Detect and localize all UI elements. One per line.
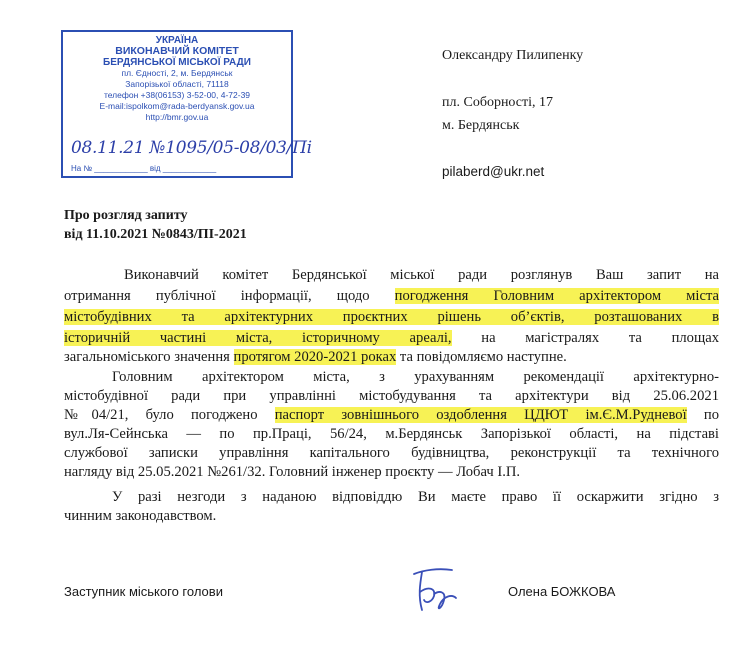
body-line: вул.Ля-Сейнська — по пр.Праці, 56/24, м.Бердянськ Запорізької області, на підставі bbox=[64, 426, 719, 442]
body-line bbox=[64, 287, 719, 306]
addressee-street: пл. Соборності, 17 bbox=[442, 95, 554, 110]
registration-stamp bbox=[61, 30, 312, 178]
body-text: та повідомляємо наступне. bbox=[396, 349, 567, 365]
stamp-country: УКРАЇНА bbox=[155, 35, 199, 46]
handwritten-signature bbox=[400, 560, 470, 620]
addressee-name: Олександру Пилипенку bbox=[442, 48, 584, 63]
body-text: загальноміського значення bbox=[64, 349, 234, 365]
body-line: У разі незгоди з наданою відповіддю Ви маєте право її оскаржити згідно з bbox=[112, 489, 719, 505]
body-line bbox=[64, 348, 719, 367]
body-line bbox=[64, 329, 719, 348]
stamp-email: E-mail:ispolkom@rada-berdyansk.gov.ua bbox=[99, 101, 255, 111]
body-line: службової записки управління капітального будівництва, реконструкції та технічного bbox=[64, 445, 719, 461]
stamp-registration-number: 08.11.21 №1095/05-08/03/Пі bbox=[71, 138, 312, 158]
signatory-position: Заступник міського голови bbox=[64, 584, 223, 599]
subject-reference: від 11.10.2021 №0843/ПІ-2021 bbox=[64, 227, 247, 242]
body-line: містобудівної ради при управлінні містобудування та архітектури від 25.06.2021 bbox=[64, 388, 719, 404]
body-line: чинним законодавством. bbox=[64, 508, 217, 524]
highlighted-text: паспорт зовнішнього оздоблення ЦДЮТ ім.Є.М.Рудневої bbox=[274, 407, 687, 423]
highlighted-text: протягом 2020-2021 роках bbox=[233, 349, 397, 365]
body-line: Головним архітектором міста, з урахуванням рекомендації архітектурно- bbox=[112, 369, 719, 385]
body-line: нагляду від 25.05.2021 №261/32. Головний інженер проєкту — Лобач І.П. bbox=[64, 464, 521, 480]
body-text: №04/21, було погоджено bbox=[64, 407, 275, 423]
body-text: отримання публічної інформації, щодо bbox=[64, 288, 395, 304]
body-line: Виконавчий комітет Бердянської міської ради розглянув Ваш запит на bbox=[124, 267, 719, 283]
body-line bbox=[64, 406, 719, 425]
stamp-region: Запорізької області, 71118 bbox=[125, 79, 229, 89]
stamp-address: пл. Єдності, 2, м. Бердянськ bbox=[121, 68, 233, 78]
stamp-council: БЕРДЯНСЬКОЇ МІСЬКОЇ РАДИ bbox=[103, 57, 251, 68]
signatory-name: Олена БОЖКОВА bbox=[508, 584, 616, 599]
stamp-reference-line: На № ____________ від ____________ bbox=[71, 164, 217, 173]
body-text: на магістралях та площах bbox=[451, 330, 719, 346]
addressee-email: pilaberd@ukr.net bbox=[442, 164, 545, 179]
body-line bbox=[64, 308, 719, 327]
stamp-phone: телефон +38(06153) 3-52-00, 4-72-39 bbox=[103, 90, 251, 100]
subject-title: Про розгляд запиту bbox=[64, 208, 188, 223]
stamp-website: http://bmr.gov.ua bbox=[145, 112, 209, 122]
highlighted-text: погодження Головним архітектором міста bbox=[394, 288, 719, 304]
highlighted-text: містобудівних та архітектурних проєктних рішень об’єктів, розташованих в bbox=[64, 309, 719, 325]
addressee-city: м. Бердянськ bbox=[442, 118, 520, 133]
stamp-org: ВИКОНАВЧИЙ КОМІТЕТ bbox=[115, 45, 239, 57]
highlighted-text: історичній частині міста, історичному ареалі, bbox=[64, 330, 452, 346]
body-text: по bbox=[686, 407, 719, 423]
